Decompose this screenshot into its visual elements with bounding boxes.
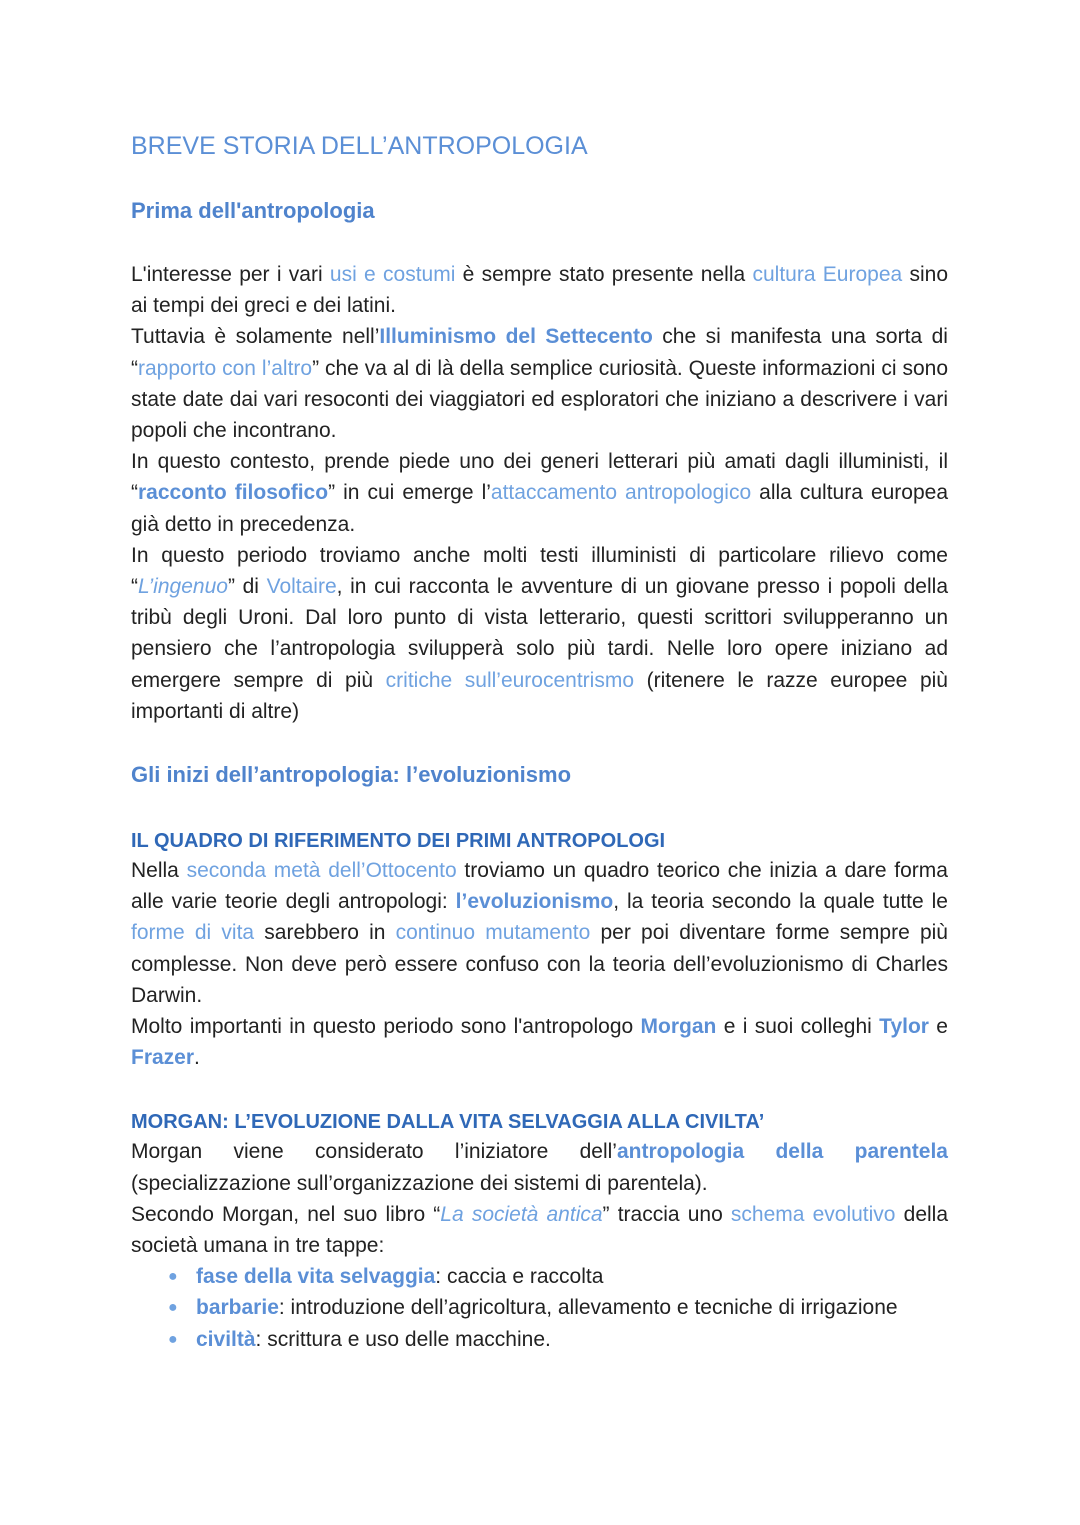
subsection-quadro-body: [131, 855, 948, 1073]
bold-highlight: antropologia della parentela: [616, 1140, 948, 1164]
bold-highlight: Illuminismo del Settecento: [379, 325, 653, 349]
paragraph: Tuttavia è solamente nell’Illuminismo del Settecento che si manifesta una sorta di “rapporto con l’altro” che va al di là della semplice curiosità. Queste informazioni ci sono state date dai vari resoconti dei viaggiatori ed esploratori che iniziano a descrivere i vari popoli che incontrano.: [131, 325, 948, 443]
list-item: ● civiltà: scrittura e uso delle macchine.: [131, 1324, 948, 1355]
bullet-icon: ●: [168, 1268, 178, 1286]
list-item: ● barbarie: introduzione dell’agricoltura, allevamento e tecniche di irrigazione: [131, 1292, 948, 1323]
highlight: schema evolutivo: [730, 1202, 896, 1226]
highlight: seconda metà dell’Ottocento: [186, 859, 457, 883]
document-title: BREVE STORIA DELL’ANTROPOLOGIA: [131, 132, 588, 160]
subsection-heading-morgan: MORGAN: L’EVOLUZIONE DALLA VITA SELVAGGIA ALLA CIVILTA’: [131, 1111, 765, 1134]
bold-highlight: fase della vita selvaggia: [196, 1265, 436, 1289]
highlight: attaccamento antropologico: [490, 481, 752, 505]
bold-highlight: racconto filosofico: [138, 481, 329, 505]
stages-list: [131, 1261, 948, 1355]
document-page: [131, 128, 948, 1355]
section-heading-evoluzionismo: Gli inizi dell’antropologia: l’evoluzionismo: [131, 762, 572, 788]
bold-highlight: Morgan: [640, 1015, 717, 1039]
highlight: Voltaire: [266, 575, 337, 599]
paragraph: Molto importanti in questo periodo sono l'antropologo Morgan e i suoi colleghi Tylor e Frazer.: [131, 1015, 948, 1070]
paragraph: In questo contesto, prende piede uno dei generi letterari più amati dagli illuministi, il “racconto filosofico” in cui emerge l’attaccamento antropologico alla cultura europea già detto in precedenza.: [131, 450, 949, 536]
paragraph: Morgan viene considerato l’iniziatore dell’antropologia della parentela (specializzazione sull’organizzazione dei sistemi di parentela).: [131, 1140, 948, 1195]
bold-highlight: barbarie: [196, 1296, 279, 1320]
bold-highlight: l’evoluzionismo: [455, 890, 614, 914]
paragraph: Secondo Morgan, nel suo libro “La società antica” traccia uno schema evolutivo della società umana in tre tappe:: [131, 1202, 949, 1258]
bullet-icon: ●: [168, 1299, 178, 1317]
bold-highlight: civiltà: [196, 1327, 256, 1351]
paragraph: Nella seconda metà dell’Ottocento troviamo un quadro teorico che inizia a dare forma alle varie teorie degli antropologi: l’evoluzionismo, la teoria secondo la quale tutte le forme di vita sarebbero in continuo mutamento per poi diventare forme sempre più complesse. Non deve però essere confuso con la teoria dell’evoluzionismo di Charles Darwin.: [131, 859, 948, 1007]
highlight: continuo mutamento: [395, 921, 591, 945]
section-heading-prima: Prima dell'antropologia: [131, 198, 375, 223]
bullet-icon: ●: [168, 1330, 178, 1348]
highlight: forme di vita: [131, 921, 255, 945]
highlight: usi e costumi: [329, 263, 456, 286]
highlight: rapporto con l’altro: [138, 356, 313, 380]
paragraph: In questo periodo troviamo anche molti testi illuministi di particolare rilievo come “L’ingenuo” di Voltaire, in cui racconta le avventure di un giovane presso i popoli della tribù degli Uroni. Dal loro punto di vista letterario, questi scrittori svilupperanno un pensiero che l’antropologia svilupperà solo più tardi. Nelle loro opere iniziano ad emergere sempre di più critiche sull’eurocentrismo (ritenere le razze europee più importanti di altre): [131, 543, 948, 723]
highlight: cultura Europea: [752, 263, 903, 286]
bold-highlight: Frazer: [131, 1046, 195, 1070]
bold-highlight: Tylor: [879, 1015, 929, 1039]
section-prima-body: [131, 259, 948, 727]
paragraph: L'interesse per i vari usi e costumi è sempre stato presente nella cultura Europea sino ai tempi dei greci e dei latini.: [131, 263, 949, 318]
highlight: critiche sull’eurocentrismo: [385, 668, 635, 692]
italic-highlight: La società antica: [440, 1202, 603, 1226]
list-item: ● fase della vita selvaggia: caccia e raccolta: [131, 1261, 948, 1292]
subsection-morgan-body: [131, 1136, 948, 1354]
subsection-heading-quadro: IL QUADRO DI RIFERIMENTO DEI PRIMI ANTROPOLOGI: [131, 830, 666, 853]
italic-highlight: L’ingenuo: [138, 575, 228, 599]
